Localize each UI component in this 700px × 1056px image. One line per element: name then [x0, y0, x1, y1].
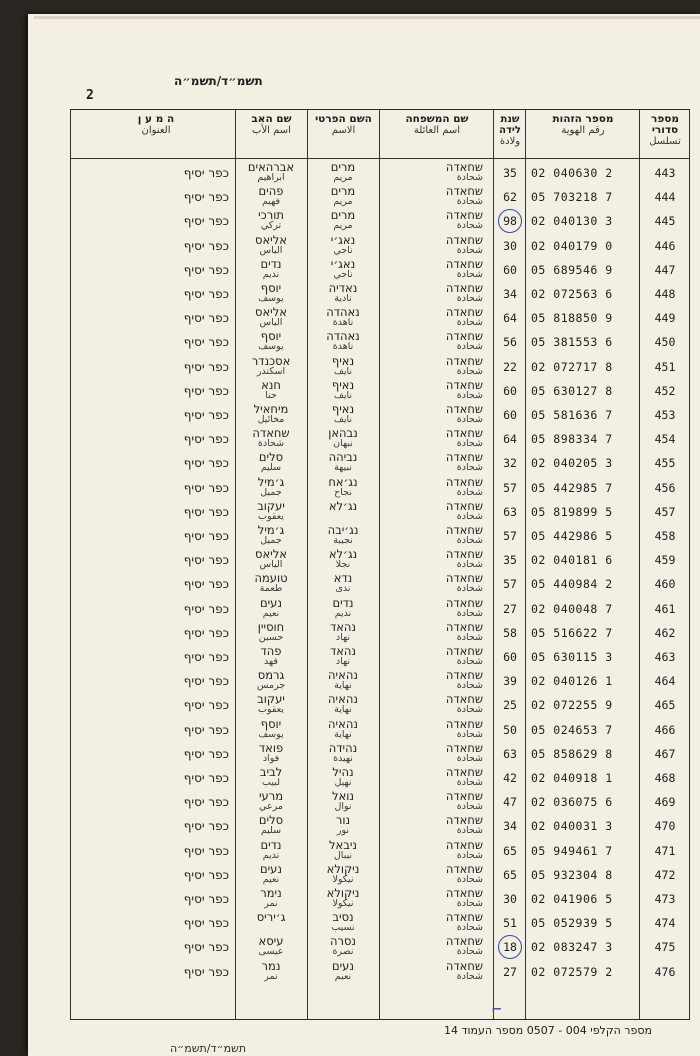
id-number: 05 442986 5: [531, 529, 613, 543]
birth-year: 30: [503, 892, 517, 906]
family-name: שחאדה شحادة: [445, 354, 483, 377]
family-name: שחאדה شحادة: [445, 257, 483, 280]
address: כפר יסיף: [183, 795, 229, 810]
header-id: מספר הזהות رقم الهوية: [552, 113, 614, 136]
father-name: נימר نمر: [260, 887, 282, 909]
father-name: פהים فهيم: [258, 185, 284, 208]
first-name: נאג׳י ناجي: [330, 233, 356, 256]
father-name: חוסיין حسين: [257, 620, 285, 643]
table-row: [71, 597, 689, 621]
address: כפר יסיף: [183, 359, 229, 374]
first-name: נעים نعيم: [331, 959, 354, 982]
serial-number: 447: [654, 262, 676, 277]
birth-year: 57: [503, 529, 517, 543]
father-name: לביב لبيب: [259, 766, 283, 788]
family-name: שחאדה شحادة: [445, 741, 483, 764]
address: כפר יסיף: [183, 746, 229, 761]
father-name: ג׳יריס: [256, 911, 286, 925]
id-number: 02 040031 3: [531, 819, 613, 834]
birth-year: 58: [503, 625, 517, 640]
father-name: יעקוב يعقوب: [257, 499, 285, 522]
address: כפר יסיף: [183, 287, 229, 301]
serial-number: 464: [654, 674, 676, 689]
id-number: 05 932304 8: [531, 867, 613, 882]
table-row: [71, 548, 689, 572]
header-year: שנת לידה ولادة: [499, 114, 521, 147]
table-row: [71, 306, 689, 330]
serial-number: 448: [654, 287, 676, 301]
table-row: [71, 742, 689, 766]
header-father-name: שם האב اسم الأب: [251, 113, 292, 136]
serial-number: 465: [654, 698, 676, 713]
father-name: טועמה طعمة: [254, 572, 288, 595]
page-header-title: תשמ״ד/תשמ״ה: [174, 74, 263, 88]
next-page-header: תשמ״ד/תשמ״ה: [170, 1042, 247, 1055]
first-name: נואל نوال: [332, 790, 354, 813]
father-name: עיסא عيسى: [258, 935, 284, 958]
family-name: שחאדה شحادة: [445, 935, 483, 958]
serial-number: 468: [654, 771, 676, 785]
birth-year: 60: [503, 650, 517, 664]
birth-year: 64: [503, 311, 517, 326]
id-number: 05 440984 2: [531, 577, 613, 592]
birth-year: 63: [503, 504, 517, 519]
serial-number: 453: [654, 408, 676, 422]
father-name: יוסף يوسف: [258, 282, 284, 304]
table-row: [71, 330, 689, 354]
table-row: [71, 161, 689, 185]
table-row: [71, 935, 689, 959]
serial-number: 451: [654, 359, 676, 374]
id-number: 05 703218 7: [531, 190, 613, 205]
father-name: אליאס الياس: [255, 233, 287, 256]
first-name: נסיב نسيب: [331, 911, 355, 934]
address: כפר יסיף: [183, 262, 229, 277]
sheet-edge: [34, 16, 700, 19]
id-number: 02 040918 1: [531, 771, 613, 785]
serial-number: 471: [654, 843, 676, 858]
table-row: [71, 379, 689, 403]
father-name: נעים نعيم: [259, 862, 282, 885]
birth-year: 25: [503, 698, 517, 713]
family-name: שחאדה شحادة: [445, 959, 483, 982]
family-name: שחאדה شحادة: [445, 306, 483, 329]
father-name: ג׳מיל جميل: [257, 475, 285, 498]
first-name: נאג׳י ناجي: [330, 257, 356, 280]
serial-number: 457: [654, 504, 676, 519]
table-row: [71, 427, 689, 451]
birth-year: 60: [503, 408, 517, 422]
family-name: שחאדה شحادة: [445, 499, 483, 522]
serial-number: 456: [654, 480, 676, 495]
family-name: שחאדה شحادة: [445, 572, 483, 595]
table-row: [71, 185, 689, 209]
id-number: 02 040630 2: [531, 166, 613, 180]
address: כפר יסיף: [183, 504, 229, 519]
first-name: מרים مريم: [330, 209, 356, 232]
address: כפר יסיף: [183, 577, 229, 592]
family-name: שחאדה شحادة: [445, 645, 483, 667]
family-name: שחאדה شحادة: [445, 161, 483, 183]
first-name: נהאד نهاد: [329, 620, 357, 643]
birth-year: 57: [503, 480, 517, 495]
table-row: [71, 887, 689, 911]
pen-mark: ⌐: [492, 1000, 502, 1019]
father-name: נדים نديم: [260, 257, 282, 280]
father-name: אברהאים ابراهيم: [247, 161, 295, 183]
first-name: נג׳יבה نجيبة: [327, 524, 359, 546]
id-number: 05 819899 5: [531, 504, 613, 519]
table-row: [71, 669, 689, 693]
first-name: נג׳לא نجلا: [328, 548, 358, 571]
first-name: נדא ندى: [333, 572, 353, 595]
father-name: פהד فهد: [260, 645, 282, 667]
address: כפר יסיף: [183, 771, 229, 785]
birth-year: 34: [503, 819, 517, 834]
family-name: שחאדה شحادة: [445, 814, 483, 837]
address: כפר יסיף: [183, 335, 229, 350]
family-name: שחאדה شحادة: [445, 596, 483, 619]
id-number: 02 040130 3: [531, 214, 613, 229]
birth-year: 60: [503, 383, 517, 398]
table-row: [71, 863, 689, 887]
serial-number: 455: [654, 456, 676, 471]
birth-year: 62: [503, 190, 517, 205]
birth-year: 63: [503, 746, 517, 761]
birth-year: 30: [503, 238, 517, 253]
serial-number: 459: [654, 553, 676, 568]
id-number: 05 818850 9: [531, 311, 613, 326]
first-name: ניקולא نيكولا: [326, 887, 360, 909]
table-row: [71, 790, 689, 814]
serial-number: 452: [654, 383, 676, 398]
id-number: 05 516622 7: [531, 625, 613, 640]
first-name: נאהדה ناهدة: [326, 330, 360, 353]
family-name: שחאדה شحادة: [445, 862, 483, 885]
birth-year: 42: [503, 771, 517, 785]
birth-year: 56: [503, 335, 517, 350]
address: כפר יסיף: [183, 214, 229, 229]
family-name: שחאדה شحادة: [445, 185, 483, 208]
family-name: שחאדה شحادة: [445, 620, 483, 643]
family-name: שחאדה شحادة: [445, 378, 483, 401]
id-number: 05 581636 7: [531, 408, 613, 422]
serial-number: 446: [654, 238, 676, 253]
header-first-name: השם הפרטי الاسم: [315, 113, 372, 136]
address: כפר יסיף: [183, 383, 229, 398]
serial-number: 458: [654, 529, 676, 543]
first-name: נהאיה نهاية: [328, 717, 358, 740]
birth-year: 27: [503, 964, 517, 979]
address: כפר יסיף: [183, 722, 229, 737]
header-family: שם המשפחה اسم العائلة: [405, 113, 469, 136]
id-number: 02 072255 9: [531, 698, 613, 713]
serial-number: 445: [654, 214, 676, 229]
table-row: [71, 645, 689, 669]
first-name: מרים مريم: [330, 161, 356, 183]
address: כפר יסיף: [183, 819, 229, 834]
serial-number: 474: [654, 916, 676, 931]
family-name: שחאדה شحادة: [445, 766, 483, 788]
first-name: נדים نديم: [332, 596, 354, 619]
father-name: חנא حنا: [261, 378, 281, 401]
address: כפר יסיף: [183, 650, 229, 664]
first-name: נהאיה نهاية: [328, 669, 358, 692]
id-number: 02 040048 7: [531, 601, 613, 616]
table-row: [71, 960, 689, 984]
family-name: שחאדה شحادة: [445, 233, 483, 256]
first-name: נהיל نهيل: [332, 766, 354, 788]
id-number: 02 040126 1: [531, 674, 613, 689]
family-name: שחאדה شحادة: [445, 717, 483, 740]
birth-year: 51: [503, 916, 517, 931]
id-number: 05 858629 8: [531, 746, 613, 761]
id-number: 05 630127 8: [531, 383, 613, 398]
margin-mark: [18, 936, 24, 938]
father-name: אליאס الياس: [255, 306, 287, 329]
serial-number: 473: [654, 892, 676, 906]
id-number: 02 072579 2: [531, 964, 613, 979]
address: כפר יסיף: [183, 843, 229, 858]
birth-year: 60: [503, 262, 517, 277]
address: כפר יסיף: [183, 166, 229, 180]
family-name: שחאדה شحادة: [445, 475, 483, 498]
family-name: שחאדה شحادة: [445, 790, 483, 813]
birth-year: 47: [503, 795, 517, 810]
father-name: יוסף يوسف: [258, 330, 284, 353]
family-name: שחאדה شحادة: [445, 838, 483, 861]
birth-year: 18: [503, 940, 517, 955]
father-name: אליאס الياس: [255, 548, 287, 571]
header-divider: [71, 158, 689, 159]
father-name: שחאדה شحادة: [252, 427, 290, 450]
table-row: [71, 451, 689, 475]
birth-year: 27: [503, 601, 517, 616]
table-row: [71, 911, 689, 935]
birth-year: 22: [503, 359, 517, 374]
father-name: יעקוב يعقوب: [257, 693, 285, 716]
margin-mark: [18, 900, 24, 902]
address: כפר יסיף: [183, 867, 229, 882]
birth-year: 57: [503, 577, 517, 592]
first-name: נאיף نايف: [331, 403, 355, 425]
table-row: [71, 355, 689, 379]
first-name: נהאיה نهاية: [328, 693, 358, 716]
first-name: נג׳אח نجاح: [328, 475, 358, 498]
serial-number: 476: [654, 964, 676, 979]
voter-table: [70, 109, 690, 1020]
serial-number: 472: [654, 867, 676, 882]
serial-number: 444: [654, 190, 676, 205]
first-name: מרים مريم: [330, 185, 356, 208]
id-number: 05 689546 9: [531, 262, 613, 277]
first-name: נאהדה ناهدة: [326, 306, 360, 329]
father-name: פואד فواد: [258, 741, 284, 764]
first-name: נבהאן نبهان: [328, 427, 358, 450]
table-row: [71, 234, 689, 258]
father-name: נדים نديم: [260, 838, 282, 861]
header-serial: מספר סדורי تسلسل: [649, 113, 681, 147]
serial-number: 475: [654, 940, 676, 955]
table-row: [71, 621, 689, 645]
serial-number: 469: [654, 795, 676, 810]
father-name: יוסף يوسف: [258, 717, 284, 740]
address: כפר יסיף: [183, 456, 229, 471]
family-name: שחאדה شحادة: [445, 403, 483, 425]
header-address: ה מ ע ן العنوان: [137, 113, 175, 136]
address: כפר יסיף: [183, 601, 229, 616]
serial-number: 461: [654, 601, 676, 616]
birth-year: 50: [503, 722, 517, 737]
id-number: 05 630115 3: [531, 650, 613, 664]
first-name: נאיף نايف: [331, 354, 355, 377]
table-row: [71, 693, 689, 717]
address: כפר יסיף: [183, 674, 229, 689]
address: כפר יסיף: [183, 698, 229, 713]
family-name: שחאדה شحادة: [445, 427, 483, 450]
serial-number: 466: [654, 722, 676, 737]
birth-year: 35: [503, 166, 517, 180]
birth-year: 65: [503, 867, 517, 882]
address: כפר יסיף: [183, 964, 229, 979]
id-number: 02 072563 6: [531, 287, 613, 301]
page-footer: מספר הקלפי 004 - 0507 מספר העמוד 14: [444, 1024, 652, 1037]
first-name: נאיף نايف: [331, 378, 355, 401]
first-name: ניבאל نيبال: [328, 838, 358, 861]
first-name: נג׳לא: [328, 499, 358, 513]
table-row: [71, 766, 689, 790]
serial-number: 450: [654, 335, 676, 350]
serial-number: 470: [654, 819, 676, 834]
father-name: נמר نمر: [261, 959, 281, 982]
birth-year: 65: [503, 843, 517, 858]
table-row: [71, 814, 689, 838]
id-number: 05 024653 7: [531, 722, 613, 737]
table-row: [71, 524, 689, 548]
id-number: 05 442985 7: [531, 480, 613, 495]
address: כפר יסיף: [183, 916, 229, 931]
table-row: [71, 209, 689, 233]
address: כפר יסיף: [183, 480, 229, 495]
family-name: שחאדה شحادة: [445, 330, 483, 353]
birth-year: 98: [503, 214, 517, 229]
address: כפר יסיף: [183, 311, 229, 326]
address: כפר יסיף: [183, 892, 229, 906]
father-name: מרעי مرعي: [258, 790, 284, 813]
id-number: 02 040181 6: [531, 553, 613, 568]
birth-year: 39: [503, 674, 517, 689]
id-number: 02 072717 8: [531, 359, 613, 374]
serial-number: 467: [654, 746, 676, 761]
page-number: 2: [86, 88, 94, 103]
address: כפר יסיף: [183, 190, 229, 205]
id-number: 05 381553 6: [531, 335, 613, 350]
first-name: נור نور: [335, 814, 351, 837]
address: כפר יסיף: [183, 408, 229, 422]
family-name: שחאדה شحادة: [445, 209, 483, 232]
birth-year: 35: [503, 553, 517, 568]
id-number: 02 083247 3: [531, 940, 613, 955]
serial-number: 460: [654, 577, 676, 592]
address: כפר יסיף: [183, 432, 229, 447]
birth-year: 64: [503, 432, 517, 447]
serial-number: 443: [654, 166, 676, 180]
first-name: נהאד نهاد: [329, 645, 357, 667]
id-number: 02 036075 6: [531, 795, 613, 810]
father-name: סלים سليم: [258, 814, 284, 837]
serial-number: 449: [654, 311, 676, 326]
serial-number: 454: [654, 432, 676, 447]
father-name: מיחאיל مخائيل: [253, 403, 289, 425]
father-name: אסכנדר اسكندر: [251, 354, 291, 377]
address: כפר יסיף: [183, 529, 229, 543]
family-name: שחאדה شحادة: [445, 669, 483, 692]
table-row: [71, 572, 689, 596]
table-row: [71, 258, 689, 282]
father-name: גרמס جرمس: [256, 669, 286, 692]
family-name: שחאדה شحادة: [445, 282, 483, 304]
first-name: נהידה نهيدة: [328, 741, 358, 764]
id-number: 05 949461 7: [531, 843, 613, 858]
table-row: [71, 282, 689, 306]
family-name: שחאדה شحادة: [445, 693, 483, 716]
id-number: 02 041906 5: [531, 892, 613, 906]
address: כפר יסיף: [183, 553, 229, 568]
serial-number: 463: [654, 650, 676, 664]
family-name: שחאדה شحادة: [445, 548, 483, 571]
first-name: נביהה نبيهة: [328, 451, 358, 474]
birth-year: 32: [503, 456, 517, 471]
first-name: נסרה نصرة: [329, 935, 357, 958]
id-number: 05 052939 5: [531, 916, 613, 931]
table-row: [71, 500, 689, 524]
address: כפר יסיף: [183, 238, 229, 253]
table-row: [71, 839, 689, 863]
id-number: 02 040179 0: [531, 238, 613, 253]
table-row: [71, 403, 689, 427]
address: כפר יסיף: [183, 625, 229, 640]
family-name: שחאדה شحادة: [445, 524, 483, 546]
father-name: סלים سليم: [258, 451, 284, 474]
father-name: תורכי تركي: [258, 209, 284, 232]
father-name: ג׳מיל جميل: [257, 524, 285, 546]
id-number: 02 040205 3: [531, 456, 613, 471]
family-name: שחאדה شحادة: [445, 451, 483, 474]
family-name: שחאדה شحادة: [445, 887, 483, 909]
table-row: [71, 718, 689, 742]
birth-year: 34: [503, 287, 517, 301]
father-name: נעים نعيم: [259, 596, 282, 619]
family-name: שחאדה شحادة: [445, 911, 483, 934]
serial-number: 462: [654, 625, 676, 640]
first-name: נאדיה نادية: [328, 282, 358, 304]
first-name: ניקולא نيكولا: [326, 862, 360, 885]
id-number: 05 898334 7: [531, 432, 613, 447]
address: כפר יסיף: [183, 940, 229, 955]
table-row: [71, 476, 689, 500]
